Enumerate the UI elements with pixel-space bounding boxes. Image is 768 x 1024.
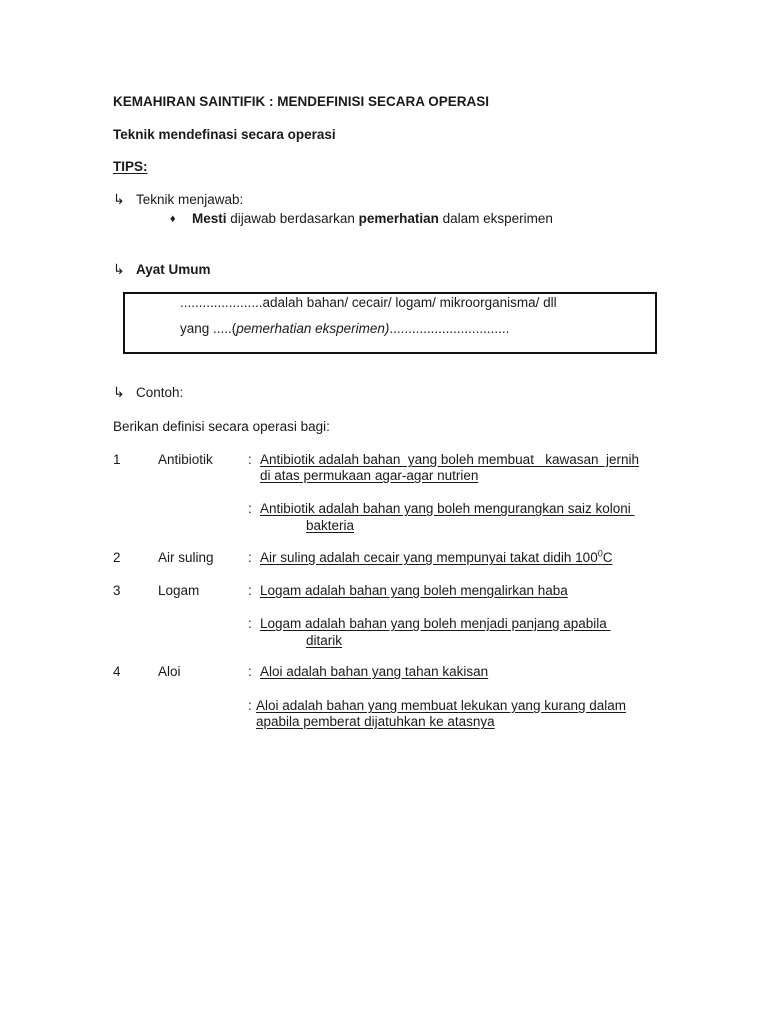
bold-pemerhatian: pemerhatian: [358, 211, 439, 226]
line2-prefix: yang .....(: [180, 321, 237, 336]
item-colon: :: [248, 616, 252, 631]
line2-italic: pemerhatian eksperimen): [236, 321, 390, 336]
item-term: Aloi: [158, 664, 181, 679]
item-definition: Logam adalah bahan yang boleh mengalirkan haba: [260, 583, 568, 598]
item-colon: :: [248, 583, 252, 598]
item-number: 2: [113, 550, 121, 565]
item-term: Logam: [158, 583, 200, 598]
item-definition: apabila pemberat dijatuhkan ke atasnya: [256, 714, 495, 729]
item-definition: ditarik: [306, 633, 343, 648]
item-term: Air suling: [158, 550, 214, 565]
page-heading: KEMAHIRAN SAINTIFIK : MENDEFINISI SECARA OPERASI: [113, 94, 490, 109]
arrow-icon: ↳: [113, 191, 125, 207]
diamond-bullet-icon: ♦: [170, 213, 176, 225]
item-number: 4: [113, 664, 121, 679]
item-number: 3: [113, 583, 121, 598]
ayat-umum-label: Ayat Umum: [136, 262, 211, 277]
teknik-label: Teknik menjawab:: [136, 192, 244, 207]
arrow-icon: ↳: [113, 261, 125, 277]
line2-suffix: ................................: [389, 321, 510, 336]
item-term: Antibiotik: [158, 452, 213, 467]
item-definition: Aloi adalah bahan yang membuat lekukan yang kurang dalam: [256, 698, 626, 713]
item-definition: Antibiotik adalah bahan yang boleh mengurangkan saiz koloni: [260, 501, 635, 516]
bullet-text-2: dalam eksperimen: [438, 211, 553, 226]
bullet-text-1: dijawab berdasarkan: [226, 211, 359, 226]
item-colon: :: [248, 664, 252, 679]
item-colon: :: [248, 698, 252, 713]
ayat-umum-line2: [180, 320, 509, 337]
arrow-icon: ↳: [113, 384, 125, 400]
ayat-umum-line1: ......................adalah bahan/ cecair/ logam/ mikroorganisma/ dll: [180, 295, 557, 310]
degree-sup: 0: [597, 548, 603, 559]
def-unit: C: [602, 550, 613, 565]
contoh-label: Contoh:: [136, 385, 184, 400]
item-definition: Logam adalah bahan yang boleh menjadi panjang apabila: [260, 616, 611, 631]
item-definition: bakteria: [306, 518, 355, 533]
item-colon: :: [248, 452, 252, 467]
instruction: Berikan definisi secara operasi bagi:: [113, 419, 330, 434]
bold-mesti: Mesti: [192, 211, 227, 226]
item-definition: [260, 549, 612, 566]
tips-label: TIPS:: [113, 159, 148, 174]
teknik-bullet: [192, 210, 553, 227]
item-definition: Antibiotik adalah bahan yang boleh membuat kawasan jernih: [260, 452, 639, 467]
item-definition: di atas permukaan agar-agar nutrien: [260, 468, 479, 483]
item-colon: :: [248, 550, 252, 565]
item-definition: Aloi adalah bahan yang tahan kakisan: [260, 664, 489, 679]
item-number: 1: [113, 452, 121, 467]
item-colon: :: [248, 501, 252, 516]
page-subheading: Teknik mendefinasi secara operasi: [113, 127, 336, 142]
def-text: Air suling adalah cecair yang mempunyai takat didih 100: [260, 550, 598, 565]
